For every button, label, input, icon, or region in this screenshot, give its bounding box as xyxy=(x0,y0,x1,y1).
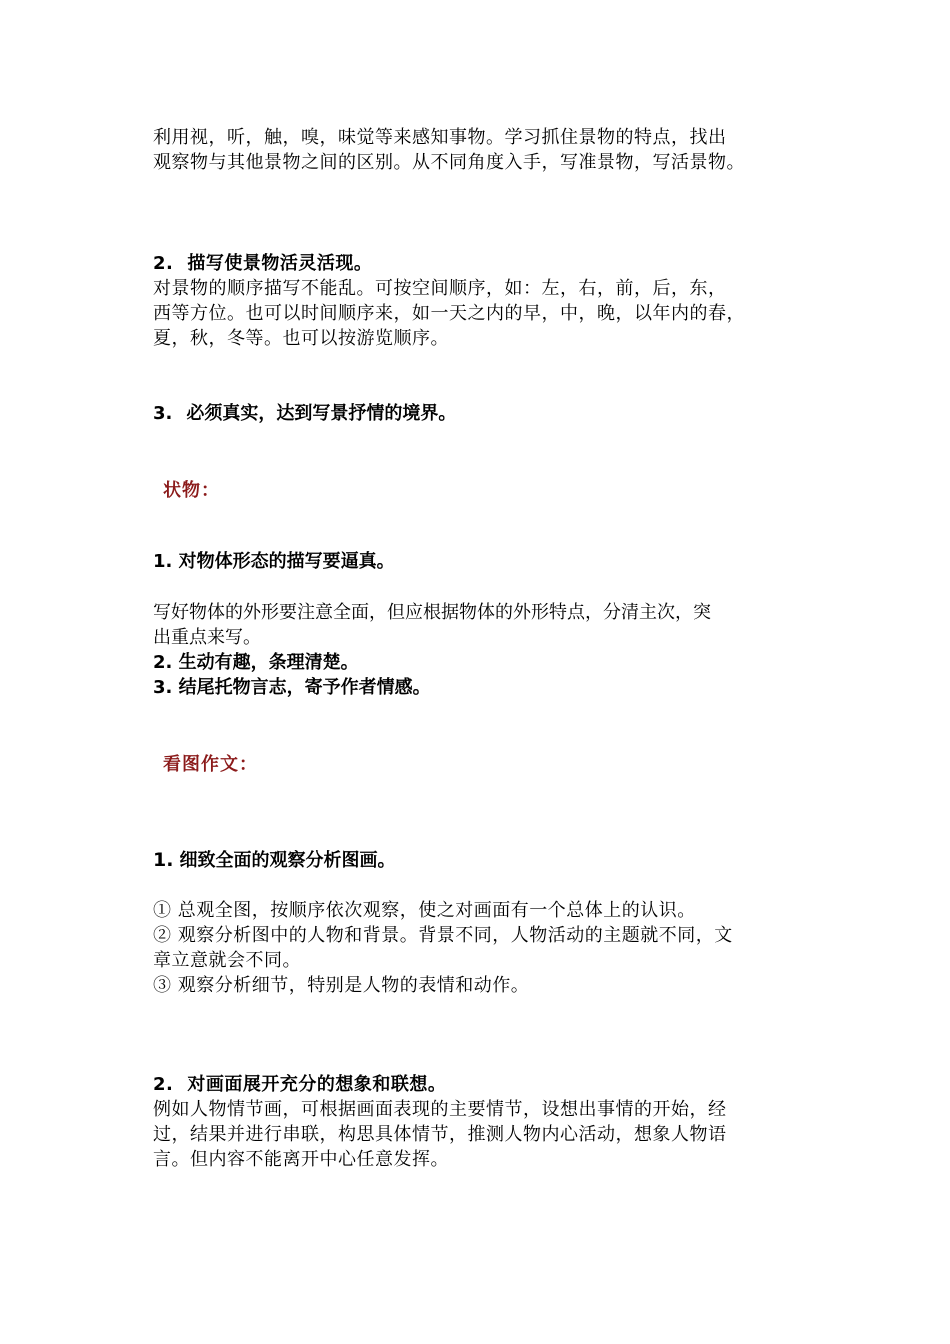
object-point-1-heading: 1. 对物体形态的描写要逼真。 xyxy=(153,551,395,572)
picture-point-1 xyxy=(153,848,803,873)
object-point-1 xyxy=(153,549,803,574)
object-body-line-1: 写好物体的外形要注意全面，但应根据物体的外形特点，分清主次，突 xyxy=(153,602,711,623)
picture-point-2-heading xyxy=(153,1072,803,1097)
picture-point-2-title: 对画面展开充分的想象和联想。 xyxy=(187,1074,447,1095)
picture-subpoint-2-line-2: 章立意就会不同。 xyxy=(153,950,301,971)
scenery-point-2-title: 描写使景物活灵活现。 xyxy=(187,253,373,274)
scenery-point-2-line-1: 对景物的顺序描写不能乱。可按空间顺序，如：左，右，前，后，东， xyxy=(153,278,727,299)
scenery-point-3-title: 必须真实，达到写景抒情的境界。 xyxy=(186,403,457,424)
intro-line-1: 利用视，听，触，嗅，味觉等来感知事物。学习抓住景物的特点，找出 xyxy=(153,127,727,148)
object-body xyxy=(153,600,803,700)
picture-subpoint-3: ③ 观察分析细节，特别是人物的表情和动作。 xyxy=(153,975,530,996)
picture-subpoints xyxy=(153,898,803,998)
intro-line-2: 观察物与其他景物之间的区别。从不同角度入手，写准景物，写活景物。 xyxy=(153,152,745,173)
picture-point-2-number: 2. xyxy=(153,1074,174,1095)
scenery-point-2 xyxy=(153,251,803,351)
scenery-point-3-heading xyxy=(153,401,803,426)
scenery-point-2-heading xyxy=(153,251,803,276)
picture-point-2-line-3: 言。但内容不能离开中心任意发挥。 xyxy=(153,1149,449,1170)
scenery-point-2-line-3: 夏，秋，冬等。也可以按游览顺序。 xyxy=(153,328,449,349)
picture-section-label: 看图作文： xyxy=(163,754,258,775)
picture-point-2-line-2: 过，结果并进行串联，构思具体情节，推测人物内心活动，想象人物语 xyxy=(153,1124,727,1145)
scenery-point-3-number: 3. xyxy=(153,403,173,424)
intro-paragraph xyxy=(153,125,803,175)
object-point-3-heading: 3. 结尾托物言志，寄予作者情感。 xyxy=(153,677,431,698)
picture-point-1-number: 1. xyxy=(153,849,174,871)
object-section-label: 状物： xyxy=(163,480,220,501)
picture-point-2-line-1: 例如人物情节画，可根据画面表现的主要情节，设想出事情的开始，经 xyxy=(153,1099,727,1120)
picture-point-2 xyxy=(153,1072,803,1172)
picture-subpoint-2-line-1: ② 观察分析图中的人物和背景。背景不同，人物活动的主题就不同，文 xyxy=(153,925,733,946)
scenery-point-3 xyxy=(153,401,803,426)
scenery-point-2-number: 2. xyxy=(153,253,174,274)
picture-point-1-title: 细致全面的观察分析图画。 xyxy=(179,850,396,871)
picture-subpoint-1: ① 总观全图，按顺序依次观察，使之对画面有一个总体上的认识。 xyxy=(153,900,696,921)
picture-point-1-heading xyxy=(153,848,803,873)
scenery-point-2-line-2: 西等方位。也可以时间顺序来，如一天之内的早，中，晚，以年内的春， xyxy=(153,303,745,324)
object-point-2-heading: 2. 生动有趣，条理清楚。 xyxy=(153,652,359,673)
object-body-line-2: 出重点来写。 xyxy=(153,627,261,648)
